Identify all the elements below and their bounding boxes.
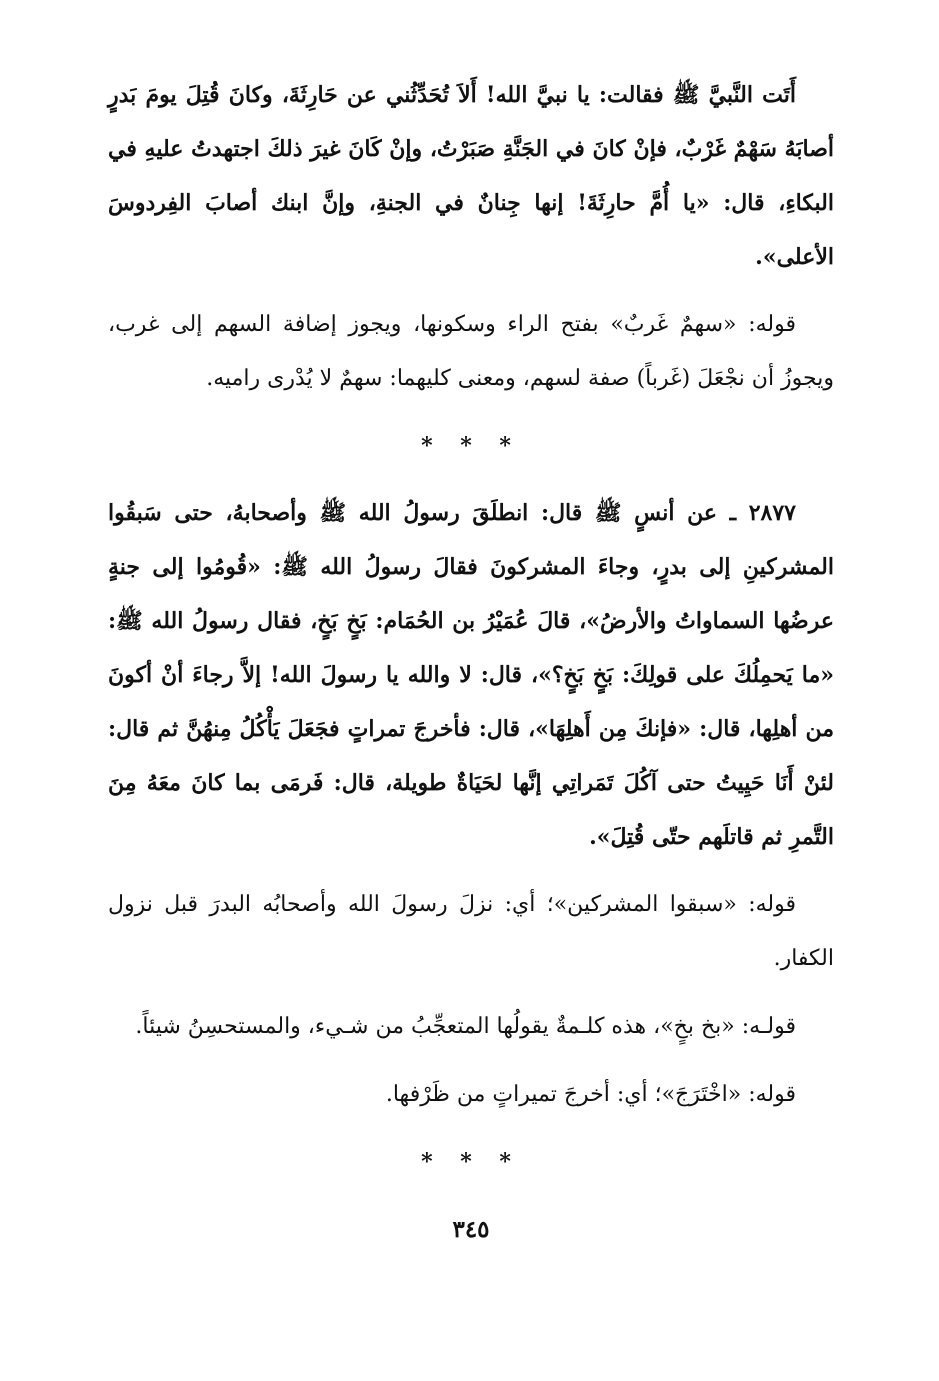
page-number: ٣٤٥ xyxy=(452,1216,490,1243)
commentary-paragraph-sabaqu: قوله: «سبقوا المشركين»؛ أي: نزلَ رسولَ الله وأصحابُه البدرَ قبل نزول الكفار. xyxy=(108,892,834,971)
commentary-paragraph-sahm-gharb: قوله: «سهمٌ غَربٌ» بفتح الراء وسكونها، ويجوز إضافة السهم إلى غرب، ويجوزُ أن نجْعَلَ (غَرباً) صفة لسهم، ومعنى كليهما: سهمٌ لا يُدْرى راميه. xyxy=(108,312,834,391)
hadith-continuation-paragraph: أَتَت النَّبيَّ ﷺ فقالت: يا نبيَّ الله! أَلاَ تُحَدِّثُني عن حَارِثَةَ، وكانَ قُتِلَ يومَ بَدرٍ أصابَهُ سَهْمٌ غَرْبٌ، فإنْ كانَ في الجَنَّةِ صَبَرْتُ، وإنْ كَانَ غيرَ ذلكَ اجتهدتُ عليهِ في البكاءِ، قال: «يا أُمَّ حارِثَةَ! إنها جِنانٌ في الجنةِ، وإنَّ ابنك أصابَ الفِردوسَ الأعلى». xyxy=(108,82,834,270)
document-page xyxy=(108,68,834,1250)
hadith-2877-paragraph: ٢٨٧٧ ـ عن أنسٍ ﷺ قال: انطلَقَ رسولُ الله ﷺ وأصحابهُ، حتى سَبقُوا المشركينِ إلى بدرٍ، وجاءَ المشركونَ فقالَ رسولُ الله ﷺ: «قُومُوا إلى جنةٍ عرضُها السماواتُ والأرضُ»، قالَ عُمَيْرُ بن الحُمَام: بَخٍ بَخٍ، فقال رسولُ الله ﷺ: «ما يَحمِلُكَ على قولِكَ: بَخٍ بَخٍ؟»، قال: لا والله يا رسولَ الله! إلاَّ رجاءَ أنْ أكونَ من أهلِها، قال: «فإنكَ مِن أَهلِهَا»، قال: فأخرجَ تمراتٍ فجَعَلَ يَأْكُلُ مِنهُنَّ ثم قال: لئنْ أَنَا حَيِيتُ حتى آكُلَ تَمَراتِي إنَّها لحَيَاةٌ طويلة، قال: فَرمَى بما كانَ معَهُ مِنَ التَّمرِ ثم قاتلَهم حتّى قُتِلَ». xyxy=(108,500,834,850)
section-separator-bottom: * * * xyxy=(421,1149,521,1175)
commentary-paragraph-ikhtaraja: قوله: «اخْتَرَجَ»؛ أي: أخرجَ تميراتٍ من ظَرْفها. xyxy=(385,1082,796,1107)
section-separator-top: * * * xyxy=(421,433,521,459)
commentary-paragraph-bakh: قولـه: «بخ بخٍ»، هذه كلـمةٌ يقولُها المتعجِّبُ من شـيء، والمستحسِنُ شيئاً. xyxy=(135,1014,796,1039)
